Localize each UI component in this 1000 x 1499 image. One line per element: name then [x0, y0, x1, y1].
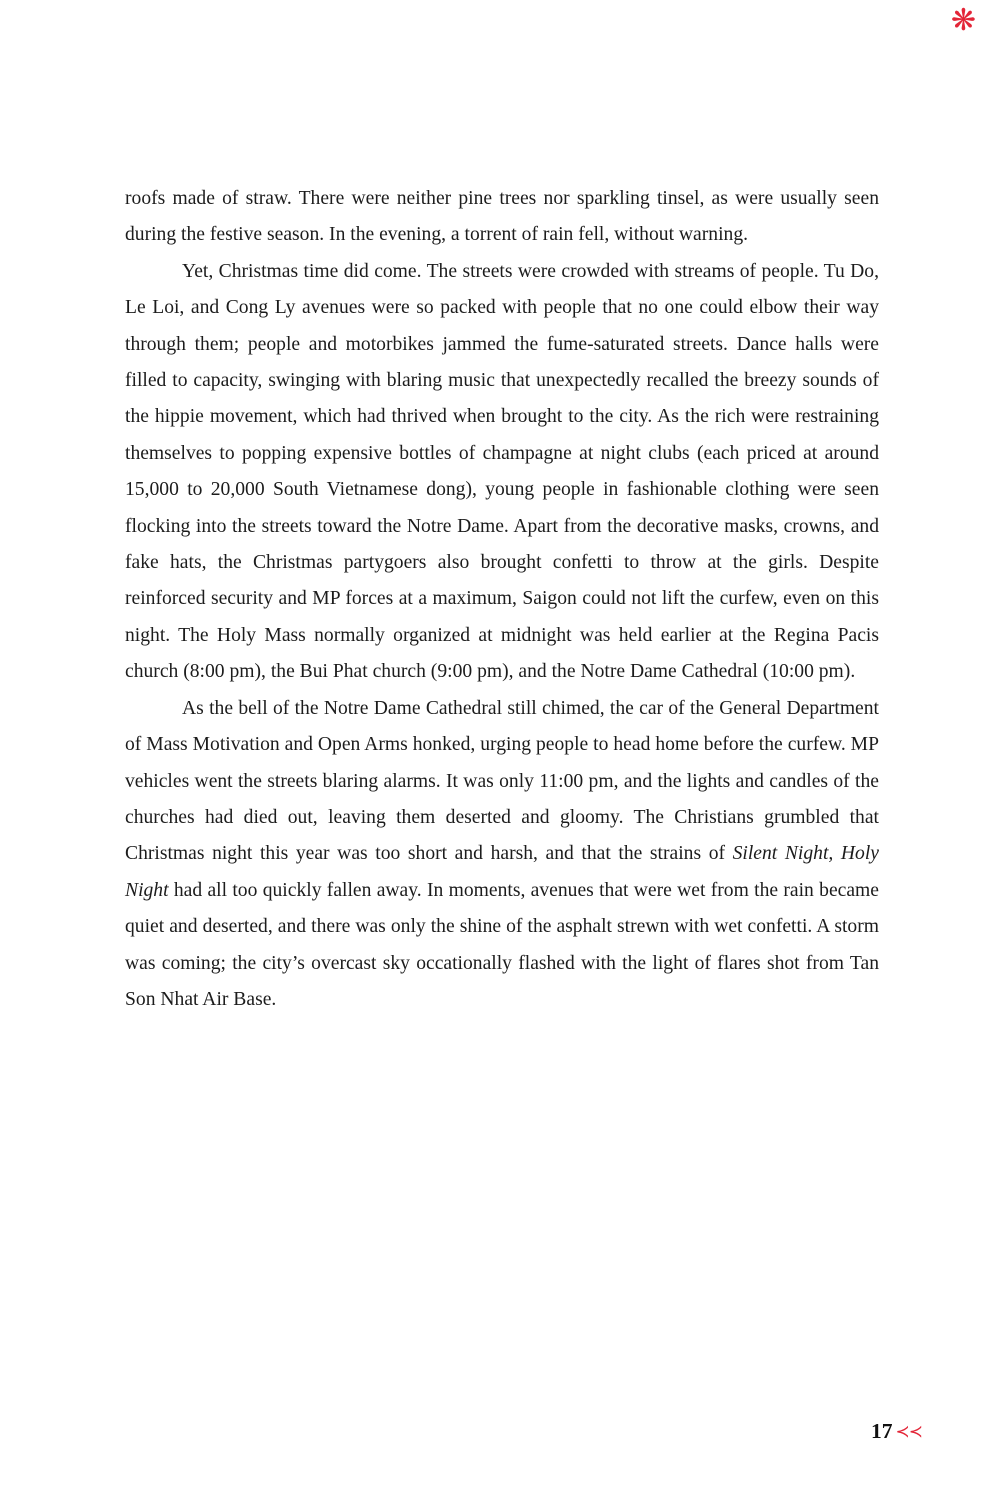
page-number: 17 [871, 1419, 893, 1443]
text-segment: As the bell of the Notre Dame Cathedral still chimed, the car of the General Department of Mass Motivation and Open Arms honked, urging people to head home before the curfew. MP vehicles went the streets blaring alarms. It was only 11:00 pm, and the lights and candles of the churches had died out, leaving them deserted and gloomy. The Christians grumbled that Christmas night this year was too short and harsh, and that the strains of [125, 697, 879, 865]
body-text [125, 181, 879, 1018]
text-segment: had all too quickly fallen away. In moments, avenues that were wet from the rain became quiet and deserted, and there was only the shine of the asphalt strewn with wet confetti. A storm was coming; the city’s overcast sky occationally flashed with the light of flares shot from Tan Son Nhat Air Base. [125, 879, 879, 1010]
paragraph [125, 254, 879, 691]
page-arrows-icon: ≺≺ [895, 1422, 922, 1442]
paragraph [125, 181, 879, 254]
text-segment: Yet, Christmas time did come. The streets were crowded with streams of people. Tu Do, Le Loi, and Cong Ly avenues were so packed with people that no one could elbow their way through them; people and motorbikes jammed the fume-saturated streets. Dance halls were filled to capacity, swinging with blaring music that unexpectedly recalled the breezy sounds of the hippie movement, which had thrived when brought to the city. As the rich were restraining themselves to popping expensive bottles of champagne at night clubs (each priced at around 15,000 to 20,000 South Vietnamese dong), young people in fashionable clothing were seen flocking into the streets toward the Notre Dame. Apart from the decorative masks, crowns, and fake hats, the Christmas partygoers also brought confetti to throw at the girls. Despite reinforced security and MP forces at a maximum, Saigon could not lift the curfew, even on this night. The Holy Mass normally organized at midnight was held earlier at the Regina Pacis church (8:00 pm), the Bui Phat church (9:00 pm), and the Notre Dame Cathedral (10:00 pm). [125, 260, 879, 683]
text-segment: roofs made of straw. There were neither pine trees nor sparkling tinsel, as were usually seen during the festive season. In the evening, a torrent of rain fell, without warning. [125, 188, 879, 246]
italic-text-segment: Silent Night, Holy Night [125, 843, 879, 901]
flower-ornament-icon: ❋ [950, 3, 976, 38]
page-footer [871, 1419, 922, 1444]
paragraph [125, 691, 879, 1019]
